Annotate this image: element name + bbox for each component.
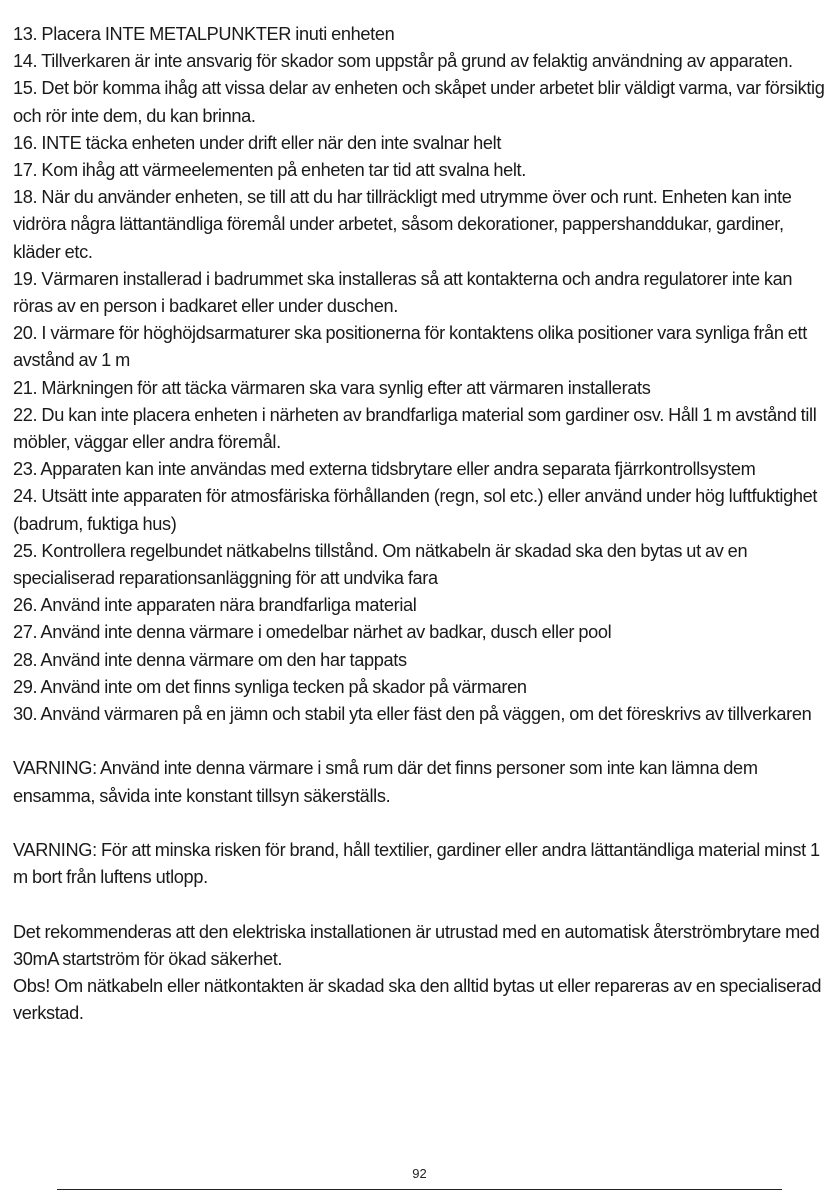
list-item: 22. Du kan inte placera enheten i närheten av brandfarliga material som gardiner osv. Håll 1 m avstånd till möbler, väggar eller andra föremål. [13,404,817,453]
list-item: 13. Placera INTE METALPUNKTER inuti enheten [13,24,395,44]
document-body [13,21,835,1027]
paragraph-spacer [13,728,835,755]
warning-paragraph: VARNING: Använd inte denna värmare i små rum där det finns personer som inte kan lämna dem ensamma, såvida inte konstant tillsyn säkerställs. [13,758,758,806]
list-item: 30. Använd värmaren på en jämn och stabil yta eller fäst den på väggen, om det föreskrivs av tillverkaren [13,704,812,725]
paragraph-spacer [13,891,835,918]
list-item: 26. Använd inte apparaten nära brandfarliga material [13,595,417,616]
list-item: 29. Använd inte om det finns synliga tecken på skador på värmaren [13,676,527,697]
list-item: 28. Använd inte denna värmare om den har tappats [13,649,407,670]
list-item: 15. Det bör komma ihåg att vissa delar av enheten och skåpet under arbetet blir väldigt varma, var försiktig och rör inte dem, du kan brinna. [13,78,825,126]
list-item: 17. Kom ihåg att värmeelementen på enheten tar tid att svalna helt. [13,160,526,181]
list-item: 16. INTE täcka enheten under drift eller när den inte svalnar helt [13,132,502,153]
list-item: 18. När du använder enheten, se till att du har tillräckligt med utrymme över och runt. Enheten kan inte vidröra några lättantändliga föremål under arbetet, såsom dekorationer, pappershanddukar, gardiner, kläder etc. [13,187,792,262]
list-item: 24. Utsätt inte apparaten för atmosfäriska förhållanden (regn, sol etc.) eller använd under hög luftfuktighet (badrum, fuktiga hus) [13,486,818,534]
note-paragraph: Obs! Om nätkabeln eller nätkontakten är skadad ska den alltid bytas ut eller repareras av en specialiserad verkstad. [13,976,822,1024]
list-item: 23. Apparaten kan inte användas med externa tidsbrytare eller andra separata fjärrkontrollsystem [13,459,756,480]
list-item: 25. Kontrollera regelbundet nätkabelns tillstånd. Om nätkabeln är skadad ska den bytas ut av en specialiserad reparationsanläggning för att undvika fara [13,540,748,589]
list-item: 19. Värmaren installerad i badrummet ska installeras så att kontakterna och andra regulatorer inte kan röras av en person i badkaret eller under duschen. [13,268,793,317]
list-item: 27. Använd inte denna värmare i omedelbar närhet av badkar, dusch eller pool [13,622,612,643]
note-paragraph: Det rekommenderas att den elektriska installationen är utrustad med en automatisk återströmbrytare med 30mA startström för ökad säkerhet. [13,921,820,969]
warning-paragraph: VARNING: För att minska risken för brand, håll textilier, gardiner eller andra lättantändliga material minst 1 m bort från luftens utlopp. [13,840,820,888]
list-item: 20. I värmare för höghöjdsarmaturer ska positionerna för kontaktens olika positioner vara synliga från ett avstånd av 1 m [13,323,807,371]
footer-divider [57,1189,782,1190]
list-item: 21. Märkningen för att täcka värmaren ska vara synlig efter att värmaren installerats [13,377,651,398]
page-number: 92 [412,1166,427,1181]
paragraph-spacer [13,810,835,837]
list-item: 14. Tillverkaren är inte ansvarig för skador som uppstår på grund av felaktig användning av apparaten. [13,51,793,72]
